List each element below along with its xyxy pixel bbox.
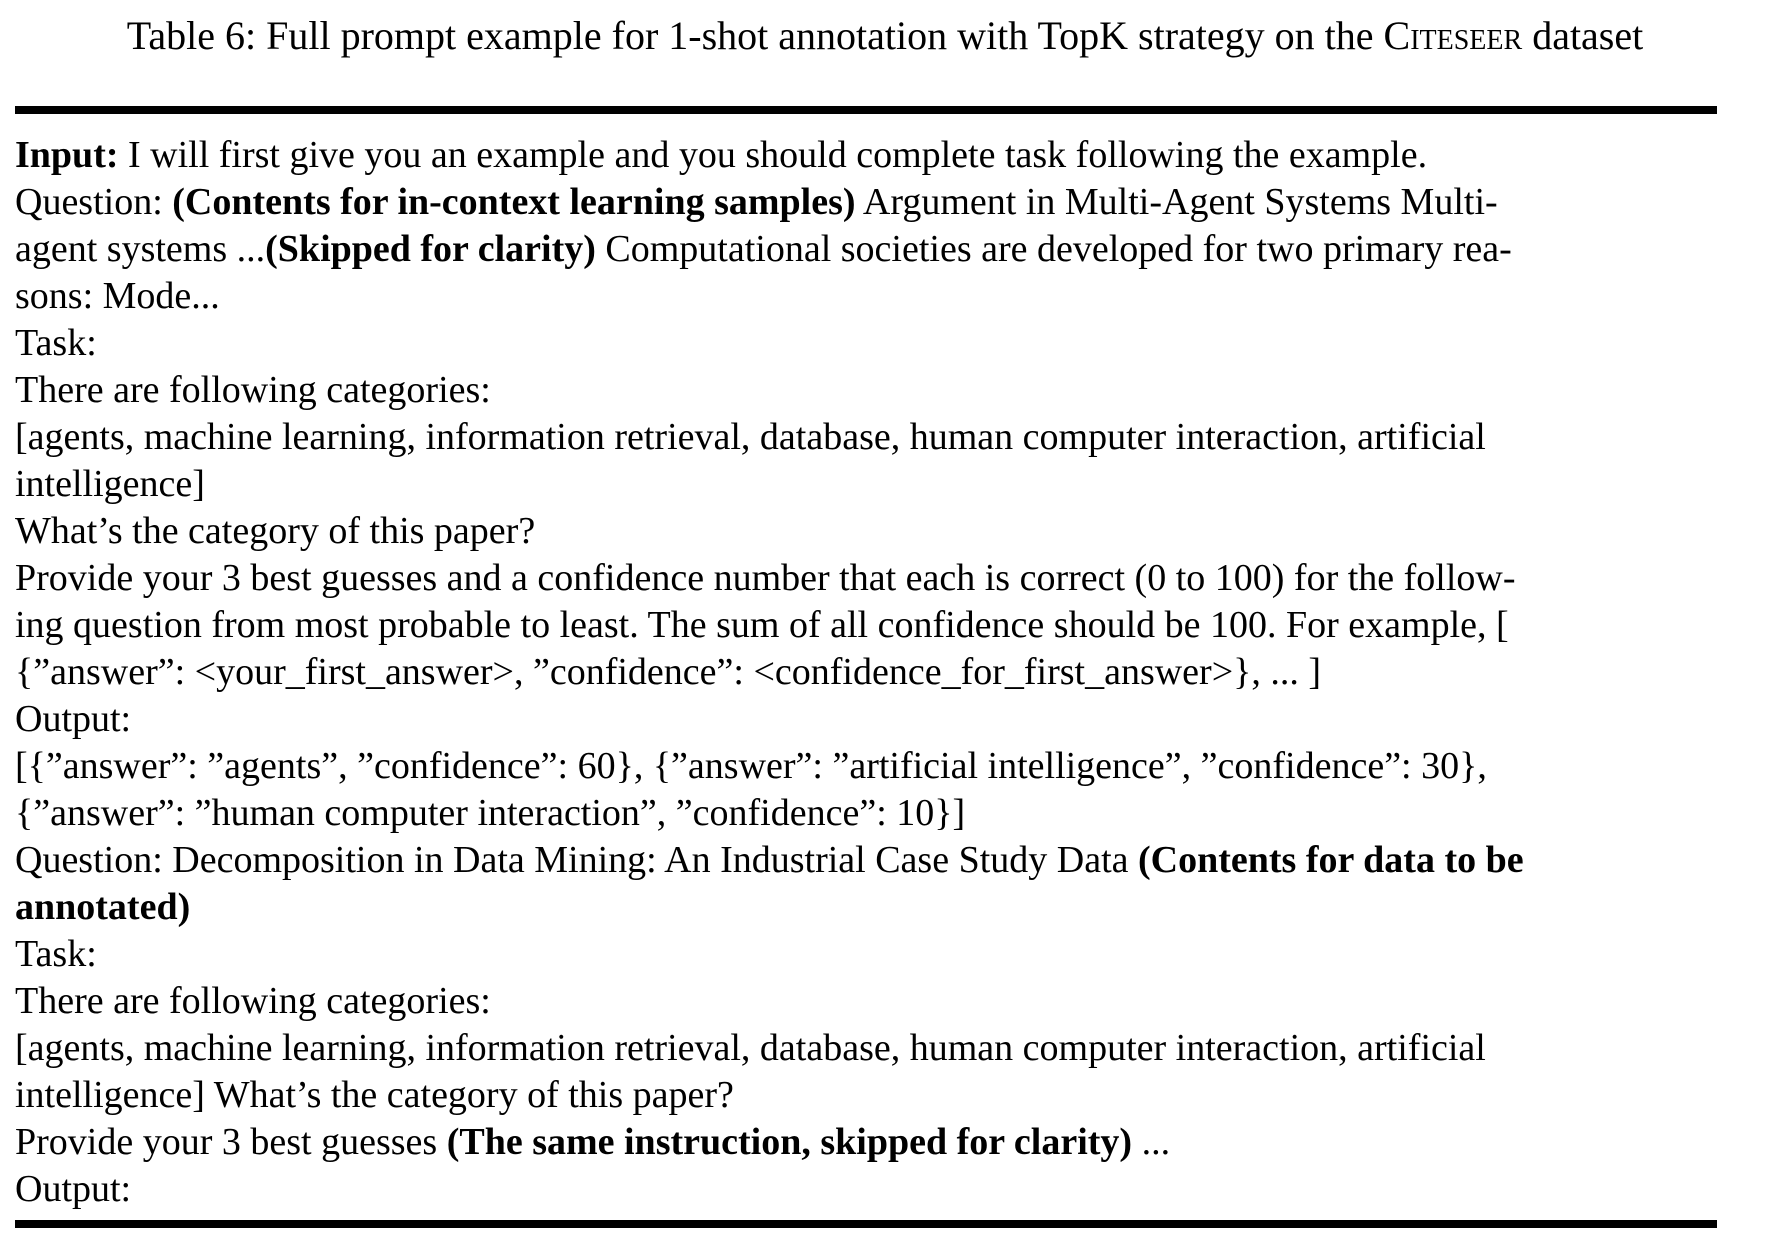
categories-intro-2: There are following categories: xyxy=(15,980,491,1022)
task-label-2: Task: xyxy=(15,933,97,975)
caption-prefix: Table 6: Full prompt example for 1-shot annotation with TopK strategy on the xyxy=(126,13,1384,58)
categories-list-2-line-1: [agents, machine learning, information retrieval, database, human computer interaction, artificial xyxy=(15,1027,1486,1069)
table-top-rule xyxy=(15,106,1717,114)
question-1-line-2-start: agent systems ... xyxy=(15,228,266,270)
question-1-line-2 xyxy=(15,226,1717,273)
input-text: I will first give you an example and you should complete task following the example. xyxy=(118,134,1428,176)
provide-2-bold-note: (The same instruction, skipped for clarity) xyxy=(446,1121,1133,1163)
question-2-label: Question: xyxy=(15,839,173,881)
question-1-line-2-end: Computational societies are developed for two primary rea- xyxy=(595,228,1512,270)
question-2-bold-note-end: annotated) xyxy=(15,886,191,928)
input-line xyxy=(15,132,1717,179)
question-1-text: Argument in Multi-Agent Systems Multi- xyxy=(855,181,1498,223)
question-1-skipped-note: (Skipped for clarity) xyxy=(265,228,596,270)
question-1-bold-note: (Contents for in-context learning samples) xyxy=(172,181,856,223)
provide-2-text: Provide your 3 best guesses xyxy=(15,1121,447,1163)
caption-dataset-name: Citeseer xyxy=(1383,13,1523,58)
question-1-line-3: sons: Mode... xyxy=(15,275,220,317)
categories-intro-1: There are following categories: xyxy=(15,369,491,411)
input-label: Input: xyxy=(15,134,119,176)
task-label-1: Task: xyxy=(15,322,97,364)
provide-2-tail: ... xyxy=(1132,1121,1171,1163)
question-2-text: Decomposition in Data Mining: An Industrial Case Study Data xyxy=(172,839,1138,881)
provide-line-1: Provide your 3 best guesses and a confidence number that each is correct (0 to 100) for the follow- xyxy=(15,557,1516,599)
output-example-line-1: [{”answer”: ”agents”, ”confidence”: 60}, {”answer”: ”artificial intelligence”, ”confidence”: 30}, xyxy=(15,745,1487,787)
categories-list-2-line-2: intelligence] What’s the category of this paper? xyxy=(15,1074,734,1116)
question-2-line-2 xyxy=(15,884,1717,931)
table-caption xyxy=(0,12,1770,60)
question-2-bold-note: (Contents for data to be xyxy=(1138,839,1524,881)
question-1-line-1 xyxy=(15,179,1717,226)
output-label-2: Output: xyxy=(15,1168,132,1210)
provide-2-line xyxy=(15,1119,1717,1166)
category-question-1: What’s the category of this paper? xyxy=(15,510,536,552)
output-label-1: Output: xyxy=(15,698,132,740)
categories-list-line-1 xyxy=(15,414,1717,461)
provide-line-3: {”answer”: <your_first_answer>, ”confidence”: <confidence_for_first_answer>}, ... ] xyxy=(15,651,1322,693)
question-2-line-1 xyxy=(15,837,1717,884)
question-1-label: Question: xyxy=(15,181,173,223)
output-example-line-2: {”answer”: ”human computer interaction”, ”confidence”: 10}] xyxy=(15,792,966,834)
categories-list-line-2: intelligence] xyxy=(15,463,205,505)
prompt-table-body xyxy=(15,132,1717,1213)
caption-suffix: dataset xyxy=(1522,13,1644,58)
categories-list-text: [agents, machine learning, information retrieval, database, human computer interaction, artificial xyxy=(15,416,1486,458)
provide-line-2: ing question from most probable to least. The sum of all confidence should be 100. For example, [ xyxy=(15,604,1509,646)
table-bottom-rule xyxy=(15,1220,1717,1228)
